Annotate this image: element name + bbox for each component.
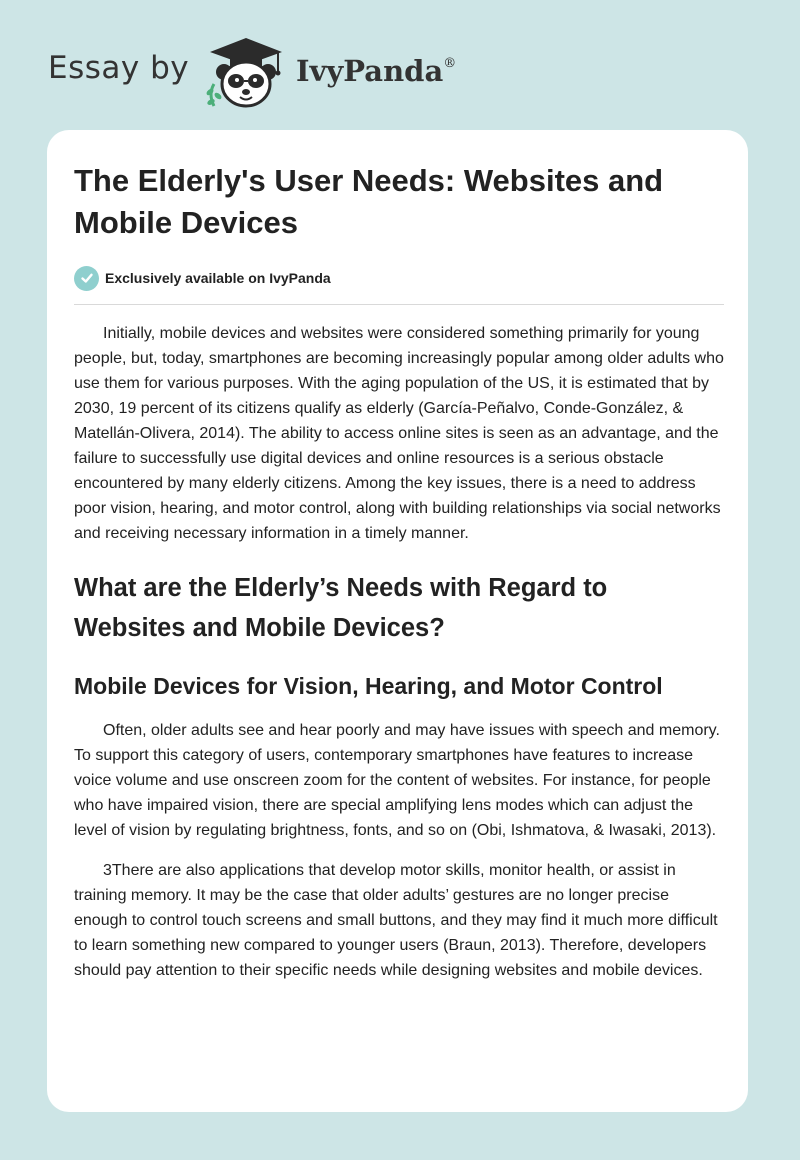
exclusive-badge — [74, 264, 724, 292]
brand-name[interactable] — [296, 54, 456, 88]
panda-graduate-logo-icon[interactable] — [200, 32, 292, 112]
paragraph-motor-skills: 3There are also applications that develop motor skills, monitor health, or assist in training memory. It may be the case that older adults’ gestures are no longer precise enough to control touch screens and small buttons, and they may find it much more difficult to learn something new compared to younger users (Braun, 2013). Therefore, developers should pay attention to their specific needs while designing websites and mobile devices. — [74, 862, 718, 979]
title-divider — [74, 304, 724, 305]
essay-by-label: Essay by — [48, 50, 190, 86]
exclusive-badge-label: Exclusively available on IvyPanda — [105, 270, 331, 286]
site-header — [0, 0, 800, 130]
essay-title: The Elderly's User Needs: Websites and Mobile Devices — [74, 163, 664, 240]
brand-text: IvyPanda — [296, 54, 444, 88]
essay-card — [47, 130, 748, 1112]
section-heading: What are the Elderly’s Needs with Regard to Websites and Mobile Devices? — [74, 574, 608, 642]
paragraph-intro: Initially, mobile devices and websites were considered something primarily for young people, but, today, smartphones are becoming increasingly popular among older adults who use them for various purposes. With the aging population of the US, it is estimated that by 2030, 19 percent of its citizens qualify as elderly (García-Peñalvo, Conde-González, & Matellán-Olivera, 2014). The ability to access online sites is seen as an advantage, and the failure to successfully use digital devices and online resources is a serious obstacle encountered by many elderly citizens. Among the key issues, there is a need to address poor vision, hearing, and motor control, along with building relationships via social networks and receiving necessary information in a timely manner. — [74, 325, 724, 542]
trademark-symbol: ® — [443, 56, 457, 71]
subsection-heading: Mobile Devices for Vision, Hearing, and Motor Control — [74, 673, 663, 699]
checkmark-circle-icon — [74, 266, 99, 291]
essay-content — [74, 160, 724, 983]
paragraph-vision-hearing: Often, older adults see and hear poorly and may have issues with speech and memory. To support this category of users, contemporary smartphones have features to increase voice volume and use onscreen zoom for the content of websites. For instance, for people who have impaired vision, there are special amplifying lens modes which can adjust the level of vision by regulating brightness, fonts, and so on (Obi, Ishmatova, & Iwasaki, 2013). — [74, 722, 720, 839]
